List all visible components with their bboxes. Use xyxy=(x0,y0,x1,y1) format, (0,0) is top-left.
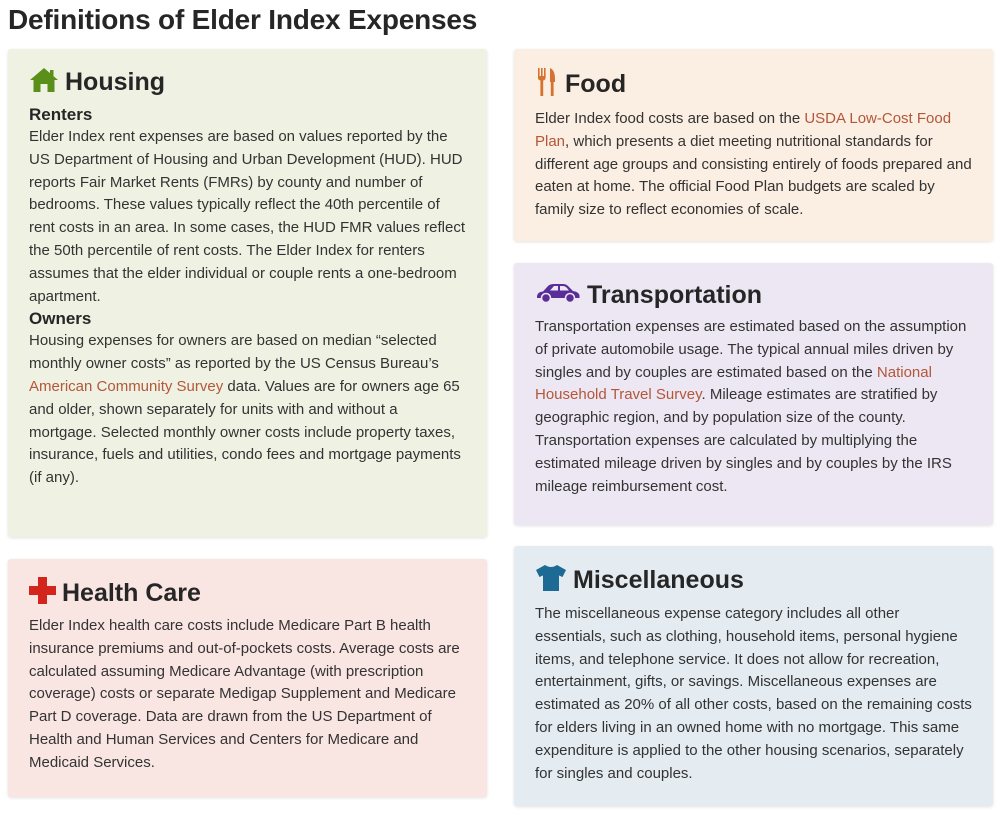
transportation-card xyxy=(514,263,993,525)
tshirt-icon xyxy=(535,564,567,597)
housing-card xyxy=(8,49,487,537)
transportation-header xyxy=(535,281,973,310)
health-care-title: Health Care xyxy=(62,578,201,607)
transportation-title: Transportation xyxy=(587,281,763,309)
health-care-text: Elder Index health care costs include Medicare Part B health insurance premiums and out-of-pockets costs. Average costs are calculated assuming Medicare Advantage (with prescription coverage) costs or separate Medigap Supplement and Medicare Part D coverage. Data are drawn from the US Department of Health and Human Services and Centers for Medicare and Medicaid Services. xyxy=(29,617,460,771)
american-community-survey-link[interactable]: American Community Survey xyxy=(29,377,224,395)
transportation-text xyxy=(535,316,973,498)
food-card xyxy=(514,49,993,241)
owners-text-before: Housing expenses for owners are based on median “selected monthly owner costs” as reported by the US Census Bureau’s xyxy=(29,332,439,373)
health-care-card xyxy=(8,559,487,797)
owners-text xyxy=(29,330,467,490)
miscellaneous-card xyxy=(514,546,993,806)
transportation-text-after: . Mileage estimates are stratified by geographic region, and by population size of the county. Transportation expenses are calculated by multiplying the estimated mileage driven by singles and by couples by the IRS mileage reimbursement cost. xyxy=(535,386,952,495)
fork-knife-icon xyxy=(535,67,559,102)
housing-title: Housing xyxy=(65,68,165,96)
car-icon xyxy=(535,282,581,309)
miscellaneous-title: Miscellaneous xyxy=(573,566,744,594)
renters-text: Elder Index rent expenses are based on values reported by the US Department of Housing and Urban Development (HUD). HUD reports Fair Market Rents (FMRs) by county and number of bedrooms. These values typically reflect the 40th percentile of rent costs in an area. In some cases, the HUD FMR values reflect the 50th percentile of rent costs. The Elder Index for renters assumes that the elder individual or couple rents a one-bedroom apartment. xyxy=(29,128,466,305)
food-text-before: Elder Index food costs are based on the xyxy=(535,110,805,127)
national-household-travel-survey-link[interactable]: National Household Travel Survey xyxy=(535,363,932,404)
food-text xyxy=(535,108,973,222)
medical-cross-icon xyxy=(29,577,56,609)
renters-heading: Renters xyxy=(29,105,93,124)
page-title: Definitions of Elder Index Expenses xyxy=(8,4,478,35)
food-title: Food xyxy=(565,70,627,98)
house-icon xyxy=(29,67,59,98)
transportation-text-before: Transportation expenses are estimated based on the assumption of private automobile usage. The typical annual miles driven by singles and by couples are estimated based on the xyxy=(535,318,967,381)
miscellaneous-header xyxy=(535,564,973,597)
housing-header xyxy=(29,67,467,98)
usda-food-plan-link[interactable]: USDA Low-Cost Food Plan xyxy=(535,110,952,150)
owners-heading: Owners xyxy=(29,309,92,329)
health-care-header xyxy=(29,577,467,609)
miscellaneous-text: The miscellaneous expense category includes all other essentials, such as clothing, household items, personal hygiene items, and telephone service. It does not allow for recreation, entertainment, gifts, or savings. Miscellaneous expenses are estimated as 20% of all other costs, based on the remaining costs for elders living in an owned home with no mortgage. This same expenditure is applied to the other housing scenarios, separately for singles and couples. xyxy=(535,605,972,782)
owners-text-after: data. Values are for owners age 65 and older, shown separately for units with and without a mortgage. Selected monthly owner costs include property taxes, insurance, fuels and utilities, condo fees and mortgage payments (if any). xyxy=(29,377,461,487)
food-text-after: , which presents a diet meeting nutritional standards for different age groups and consisting entirely of foods prepared and eaten at home. The official Food Plan budgets are scaled by family size to reflect economies of scale. xyxy=(535,132,972,219)
food-header xyxy=(535,67,973,102)
